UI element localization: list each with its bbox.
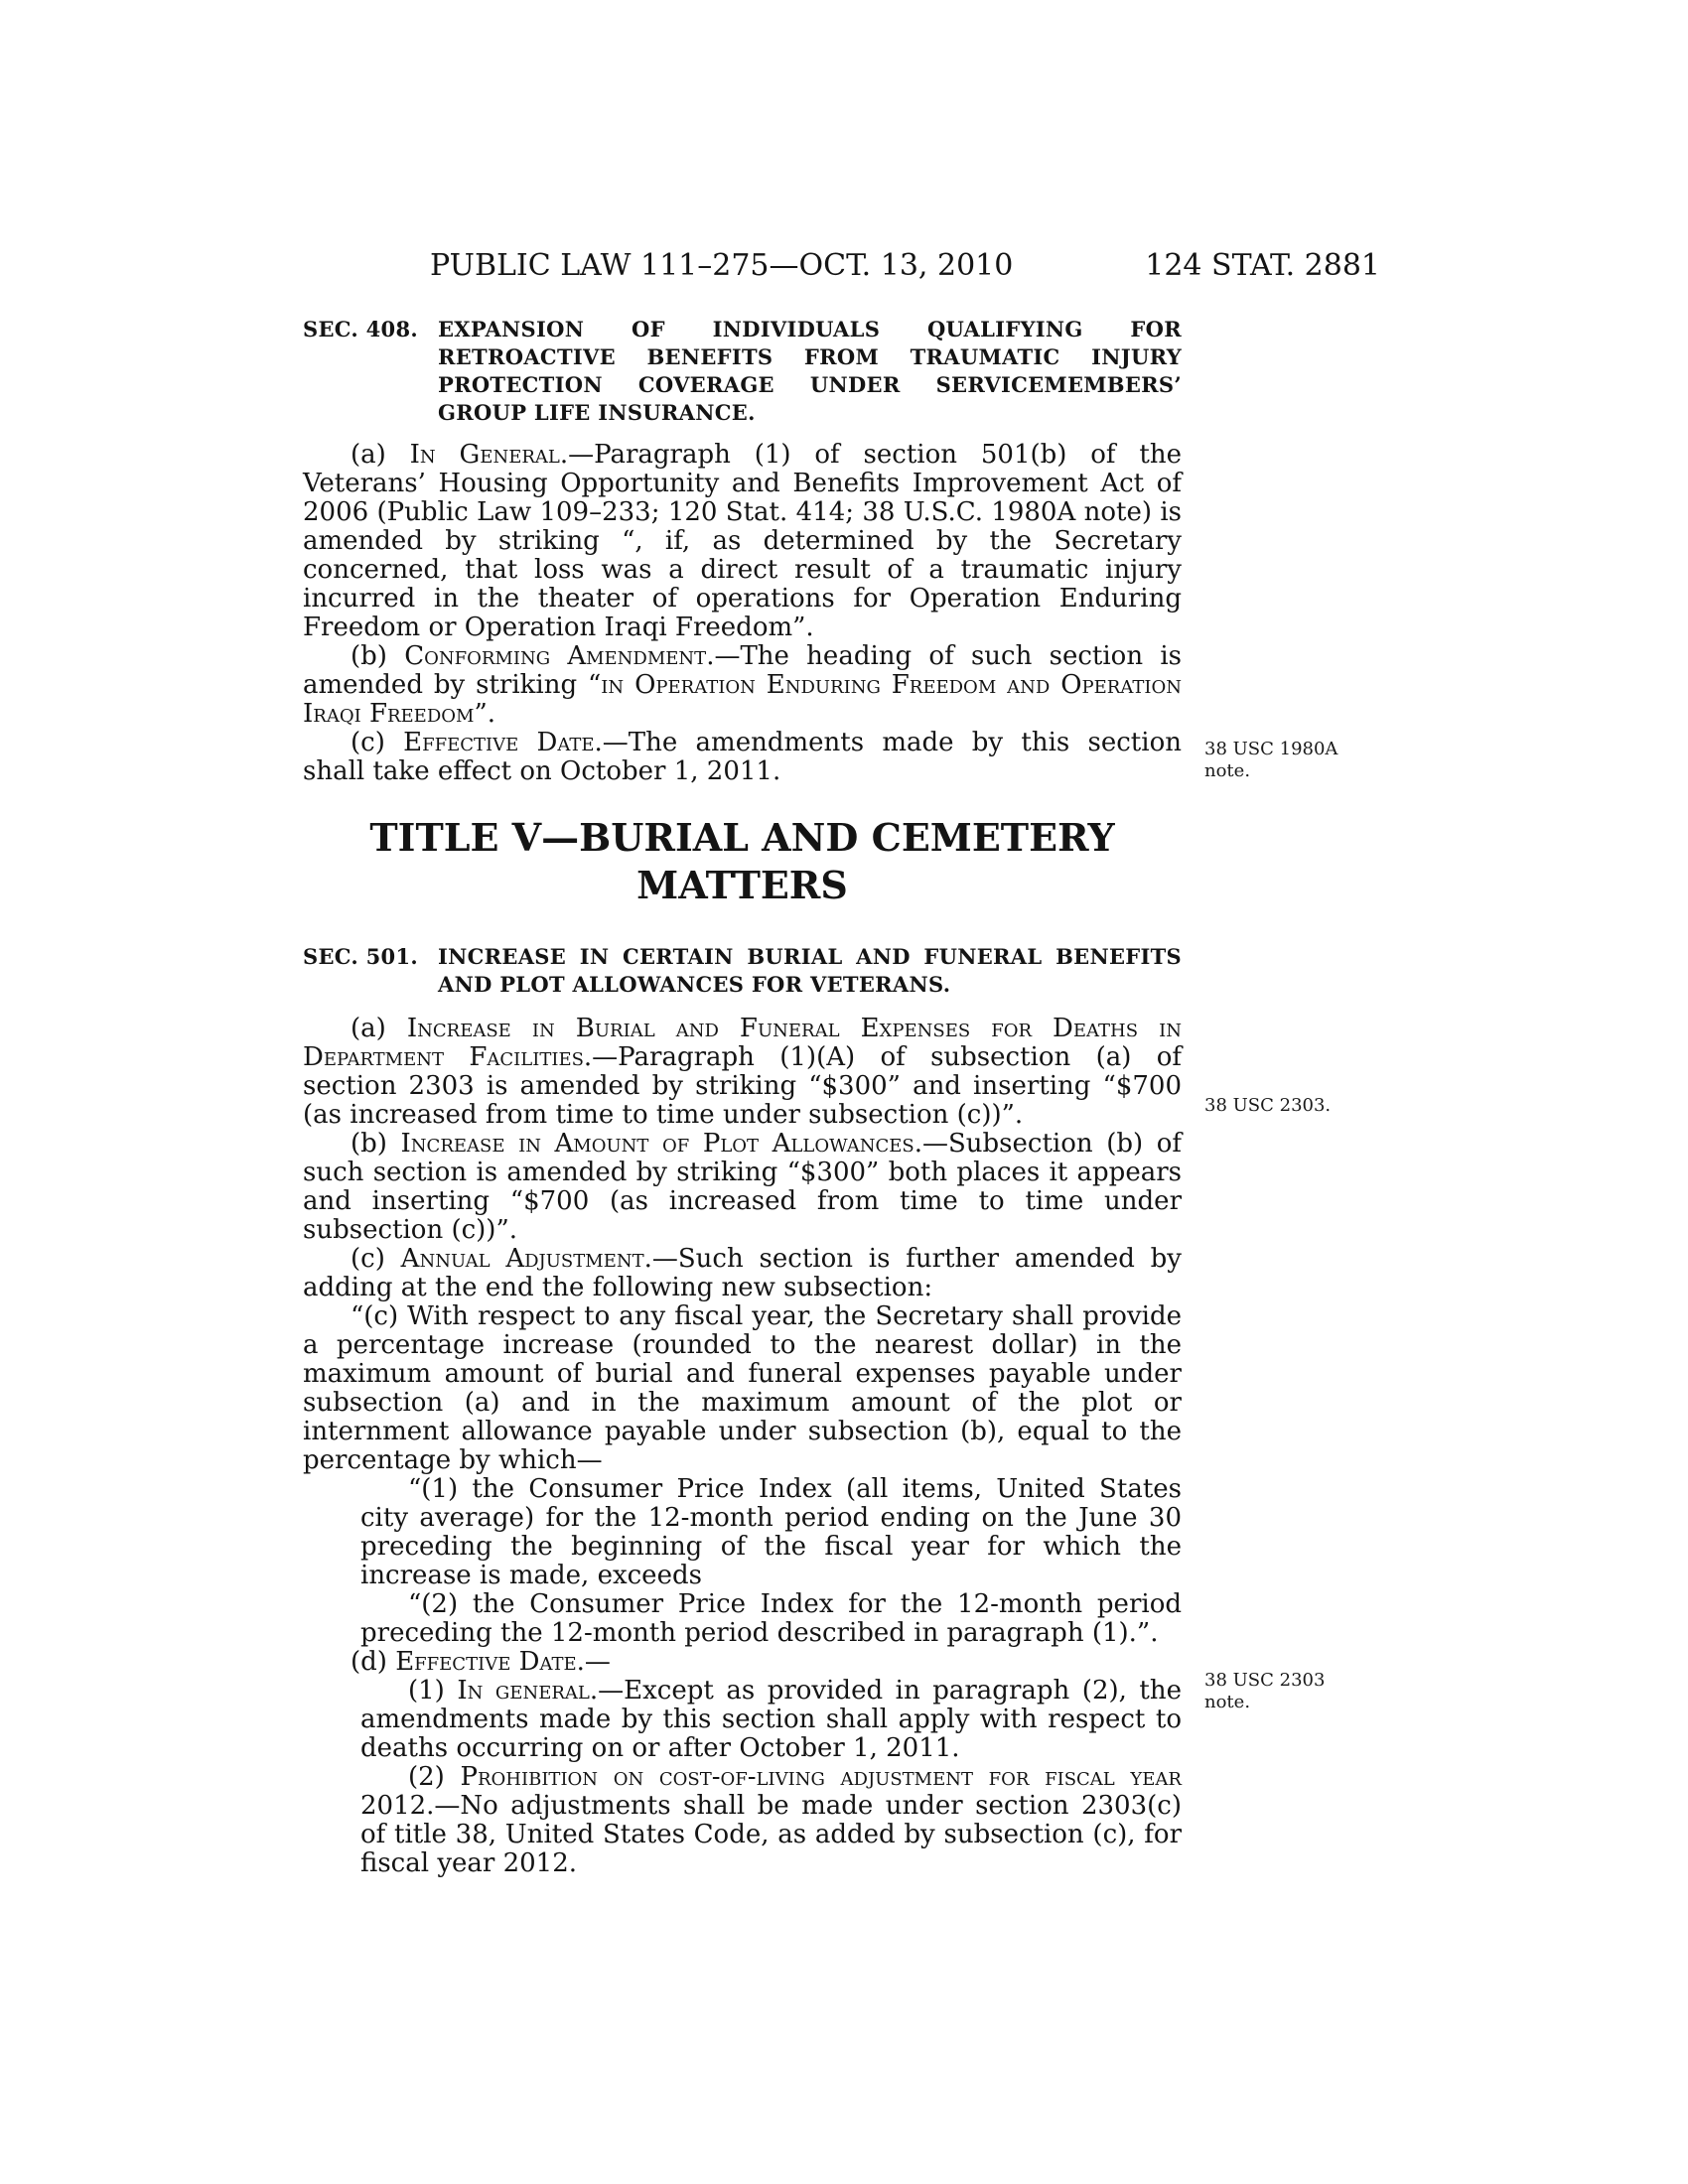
subsection-label: (a)	[351, 440, 410, 470]
margin-note-38usc2303	[1204, 1095, 1331, 1117]
section-408-subsection-b	[303, 642, 1182, 729]
section-501-number: SEC. 501.	[303, 944, 418, 969]
subsection-text: .—Paragraph (1) of section 501(b) of the Veterans’ Housing Opportunity and Benefits Improvement Act of 2006 (Public Law 109–233; 120 Stat. 414; 38 U.S.C. 1980A note) is amended by striking “, if, as determined by the Secretary concerned, that loss was a direct result of a traumatic injury incurred in the theater of operations for Operation Enduring Freedom or Operation Iraqi Freedom”.	[303, 440, 1182, 642]
title-v-line-1: TITLE V—BURIAL AND CEMETERY	[369, 815, 1115, 860]
quoted-paragraph-2: “(2) the Consumer Price Index for the 12-month period preceding the 12-month period described in paragraph (1).”.	[360, 1589, 1182, 1648]
section-501-subsection-c	[303, 1245, 1182, 1302]
subsection-label: (c)	[351, 728, 404, 757]
section-501-title: INCREASE IN CERTAIN BURIAL AND FUNERAL BENEFITS AND PLOT ALLOWANCES FOR VETERANS.	[438, 944, 1182, 997]
section-408-title: EXPANSION OF INDIVIDUALS QUALIFYING FOR RETROACTIVE BENEFITS FROM TRAUMATIC INJURY PROTECTION COVERAGE UNDER SERVICEMEMBERS’ GROUP LIFE INSURANCE.	[438, 317, 1182, 425]
subsection-label: (d)	[351, 1647, 396, 1677]
subsection-caption: Annual Adjustment	[400, 1244, 644, 1274]
paragraph-label: (2)	[408, 1762, 461, 1792]
section-501-subsection-a	[303, 1015, 1182, 1130]
margin-note-line: 38 USC 1980A	[1204, 739, 1338, 759]
section-501-heading	[303, 943, 1182, 999]
margin-note-line: note.	[1204, 1692, 1251, 1712]
subsection-label: (b)	[351, 1129, 401, 1159]
margin-note-line: note.	[1204, 760, 1251, 781]
quoted-subsection-c: “(c) With respect to any fiscal year, the Secretary shall provide a percentage increase (rounded to the nearest dollar) in the maximum amount of burial and funeral expenses payable under subsection (a) and in the maximum amount of the plot or internment allowance payable under subsection (b), equal to the percentage by which—	[303, 1301, 1182, 1475]
subsection-caption: Effective Date	[403, 728, 595, 757]
quoted-heading-text: in Operation Enduring Freedom and Operation Iraqi Freedom	[303, 670, 1182, 729]
subsection-caption: Increase in Burial and Funeral Expenses for Deaths in Department Facilities	[303, 1014, 1182, 1072]
subsection-d-paragraph-1	[303, 1677, 1182, 1763]
quoted-paragraph-1: “(1) the Consumer Price Index (all items, United States city average) for the 12-month period ending on the June 30 preceding the beginning of the fiscal year for which the increase is made, exceeds	[360, 1474, 1182, 1590]
section-408-subsection-c	[303, 729, 1182, 786]
title-v-heading	[303, 814, 1182, 909]
section-501	[303, 943, 1182, 1878]
paragraph-caption: Prohibition on cost-of-living adjustment for fiscal year 2012	[360, 1762, 1182, 1821]
margin-note-38usc2303-note	[1204, 1670, 1325, 1713]
subsection-caption: Conforming Amendment	[404, 641, 707, 671]
section-501-subsection-d	[303, 1648, 1182, 1677]
subsection-text: .—	[576, 1647, 611, 1677]
margin-note-line: 38 USC 2303	[1204, 1670, 1326, 1691]
paragraph-caption: In general	[457, 1676, 590, 1706]
subsection-text: .—The amendments made by this section shall take effect on October 1, 2011.	[303, 728, 1182, 786]
subsection-caption: Effective Date	[395, 1647, 577, 1677]
subsection-caption: Increase in Amount of Plot Allowances	[400, 1129, 914, 1159]
paragraph-label: (1)	[408, 1676, 458, 1706]
subsection-text: .—Paragraph (1)(A) of subsection (a) of section 2303 is amended by striking “$300” and inserting “$700 (as increased from time to time under subsection (c))”.	[303, 1042, 1182, 1130]
subsection-caption: In General	[409, 440, 560, 470]
section-408	[303, 316, 1182, 786]
subsection-text: .—Subsection (b) of such section is amended by striking “$300” both places it appears and inserting “$700 (as increased from time to time under subsection (c))”.	[303, 1129, 1182, 1245]
statute-page-number: 124 STAT. 2881	[1145, 248, 1380, 283]
section-408-subsection-a	[303, 441, 1182, 642]
section-408-heading	[303, 316, 1182, 427]
margin-note-38usc1980a	[1204, 739, 1337, 782]
paragraph-text: .—No adjustments shall be made under section 2303(c) of title 38, United States Code, as added by subsection (c), for fiscal year 2012.	[360, 1791, 1182, 1878]
subsection-text-end: ”.	[474, 699, 496, 729]
section-501-subsection-b	[303, 1130, 1182, 1245]
subsection-label: (c)	[351, 1244, 401, 1274]
title-v-line-2: MATTERS	[636, 863, 848, 907]
subsection-label: (b)	[351, 641, 405, 671]
section-408-number: SEC. 408.	[303, 317, 418, 341]
subsection-text: .—The heading of such section is amended by striking “	[303, 641, 1182, 700]
subsection-d-paragraph-2	[303, 1763, 1182, 1878]
margin-note-line: 38 USC 2303.	[1204, 1095, 1332, 1116]
subsection-label: (a)	[351, 1014, 407, 1043]
subsection-text: .—Such section is further amended by adding at the end the following new subsection:	[303, 1244, 1182, 1302]
public-law-citation: PUBLIC LAW 111–275—OCT. 13, 2010	[430, 248, 1014, 283]
paragraph-text: .—Except as provided in paragraph (2), the amendments made by this section shall apply with respect to deaths occurring on or after October 1, 2011.	[360, 1676, 1183, 1763]
